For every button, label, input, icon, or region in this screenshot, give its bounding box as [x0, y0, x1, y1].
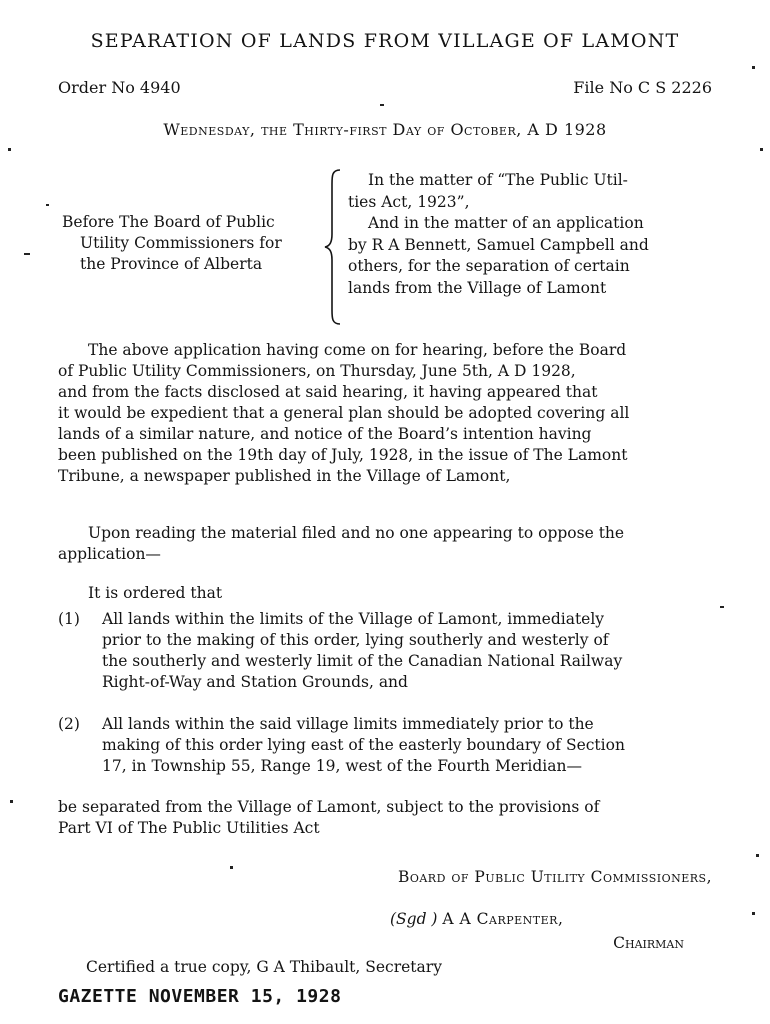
item-line: All lands within the said village limits immediately prior to the [102, 715, 594, 733]
certified-copy-line: Certified a true copy, G A Thibault, Secretary [86, 958, 442, 976]
item-line: Right-of-Way and Station Grounds, and [102, 673, 408, 691]
item-line: 17, in Township 55, Range 19, west of the Fourth Meridian— [102, 757, 582, 775]
order-number: Order No 4940 [58, 78, 181, 97]
paragraph-line: and from the facts disclosed at said hearing, it having appeared that [58, 383, 598, 401]
paragraph-line: lands of a similar nature, and notice of the Board’s intention having [58, 425, 592, 443]
scan-speck [760, 148, 763, 151]
paragraph-line: be separated from the Village of Lamont, subject to the provisions of [58, 798, 600, 816]
paragraph-line: Tribune, a newspaper published in the Village of Lamont, [58, 467, 511, 485]
before-board-block [62, 212, 332, 275]
scan-speck [24, 253, 30, 255]
paragraph-application [58, 340, 710, 487]
scan-speck [380, 104, 384, 106]
paragraph-ordered [58, 583, 710, 604]
item-line: prior to the making of this order, lying southerly and westerly of [102, 631, 609, 649]
matter-line: And in the matter of an application [368, 214, 644, 232]
matter-line: others, for the separation of certain [348, 257, 630, 275]
scan-speck [720, 606, 724, 608]
order-item-1 [58, 609, 710, 693]
in-the-matter-block [348, 170, 712, 299]
scan-speck [10, 800, 13, 803]
item-number: (2) [58, 715, 80, 733]
paragraph-separated [58, 797, 710, 839]
item-line: the southerly and westerly limit of the Canadian National Railway [102, 652, 623, 670]
paragraph-line: application— [58, 545, 161, 563]
gazette-date-stamp: GAZETTE NOVEMBER 15, 1928 [58, 986, 342, 1007]
chairman-title: Chairman [613, 934, 684, 952]
curly-brace-icon [322, 168, 344, 326]
before-line: Utility Commissioners for [80, 234, 282, 252]
item-line: making of this order lying east of the easterly boundary of Section [102, 736, 625, 754]
before-line: the Province of Alberta [80, 255, 263, 273]
paragraph-line: of Public Utility Commissioners, on Thursday, June 5th, A D 1928, [58, 362, 576, 380]
paragraph-line: Upon reading the material filed and no one appearing to oppose the [88, 524, 625, 542]
file-number: File No C S 2226 [573, 78, 712, 97]
order-item-2 [58, 714, 710, 777]
scan-speck [46, 204, 49, 206]
date-line: Wednesday, the Thirty-first Day of October, A D 1928 [163, 120, 607, 139]
signatory-name: A A Carpenter, [442, 910, 564, 928]
item-number: (1) [58, 610, 80, 628]
paragraph-line: it would be expedient that a general plan should be adopted covering all [58, 404, 630, 422]
scan-speck [752, 66, 755, 69]
scan-speck [230, 866, 233, 869]
paragraph-line: been published on the 19th day of July, 1928, in the issue of The Lamont [58, 446, 628, 464]
sgd-prefix: (Sgd ) [390, 910, 438, 928]
item-line: All lands within the limits of the Village of Lamont, immediately [102, 610, 605, 628]
signed-by [390, 910, 563, 928]
matter-line: In the matter of “The Public Util- [368, 171, 628, 189]
paragraph-line: Part VI of The Public Utilities Act [58, 819, 320, 837]
before-line: Before The Board of Public [62, 213, 275, 231]
document-title: SEPARATION OF LANDS FROM VILLAGE OF LAMONT [90, 30, 680, 52]
matter-line: lands from the Village of Lamont [348, 278, 607, 297]
scan-speck [756, 854, 759, 857]
scan-speck [752, 912, 755, 915]
board-signature-heading: Board of Public Utility Commissioners, [397, 868, 712, 886]
matter-line: by R A Bennett, Samuel Campbell and [348, 235, 649, 254]
paragraph-upon-reading [58, 523, 710, 565]
scan-speck [8, 148, 11, 151]
matter-line: ties Act, 1923”, [348, 192, 470, 211]
paragraph-line: It is ordered that [88, 584, 223, 602]
paragraph-line: The above application having come on for hearing, before the Board [88, 341, 627, 359]
